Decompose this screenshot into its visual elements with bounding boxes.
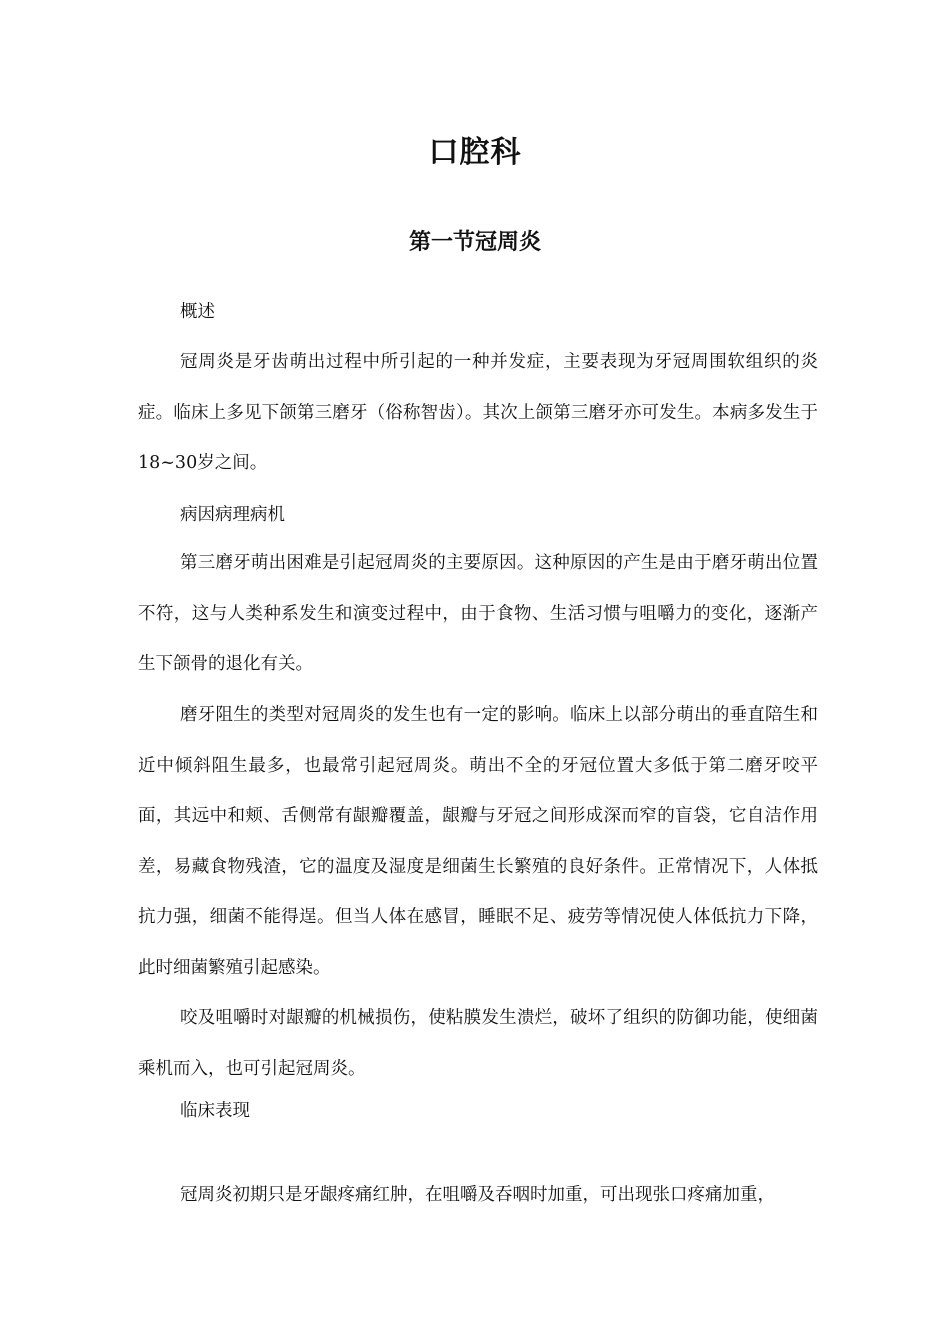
- heading-etiology: 病因病理病机: [180, 505, 285, 525]
- section-title: 第一节冠周炎: [408, 230, 541, 255]
- paragraph-mechanical-injury: 咬及咀嚼时对龈瓣的机械损伤，使粘膜发生溃烂，破坏了组织的防御功能，使细菌乘机而入，也可引起冠周炎。: [138, 1008, 818, 1079]
- paragraph-definition: 冠周炎是牙齿萌出过程中所引起的一种并发症，主要表现为牙冠周围软组织的炎症。临床上多见下颌第三磨牙（俗称智齿）。其次上颌第三磨牙亦可发生。本病多发生于18~30岁之间。: [138, 352, 818, 473]
- page-title: 口腔科: [428, 135, 522, 170]
- paragraph-impaction: 磨牙阻生的类型对冠周炎的发生也有一定的影响。临床上以部分萌出的垂直陪生和近中倾斜阻生最多，也最常引起冠周炎。萌出不全的牙冠位置大多低于第二磨牙咬平面，其远中和颊、舌侧常有龈瓣覆盖，龈瓣与牙冠之间形成深而窄的盲袋，它自洁作用差，易藏食物残渣，它的温度及湿度是细菌生长繁殖的良好条件。正常情况下，人体抵抗力强，细菌不能得逞。但当人体在感冒，睡眠不足、疲劳等情况使人体低抗力下降，此时细菌繁殖引起感染。: [138, 705, 818, 978]
- heading-clinical: 临床表现: [180, 1101, 250, 1121]
- heading-overview: 概述: [180, 302, 215, 322]
- paragraph-cause: 第三磨牙萌出困难是引起冠周炎的主要原因。这种原因的产生是由于磨牙萌出位置不符，这与人类种系发生和演变过程中，由于食物、生活习惯与咀嚼力的变化，逐渐产生下颌骨的退化有关。: [138, 553, 818, 674]
- paragraph-symptoms: 冠周炎初期只是牙龈疼痛红肿，在咀嚼及吞咽时加重，可出现张口疼痛加重，: [180, 1185, 775, 1205]
